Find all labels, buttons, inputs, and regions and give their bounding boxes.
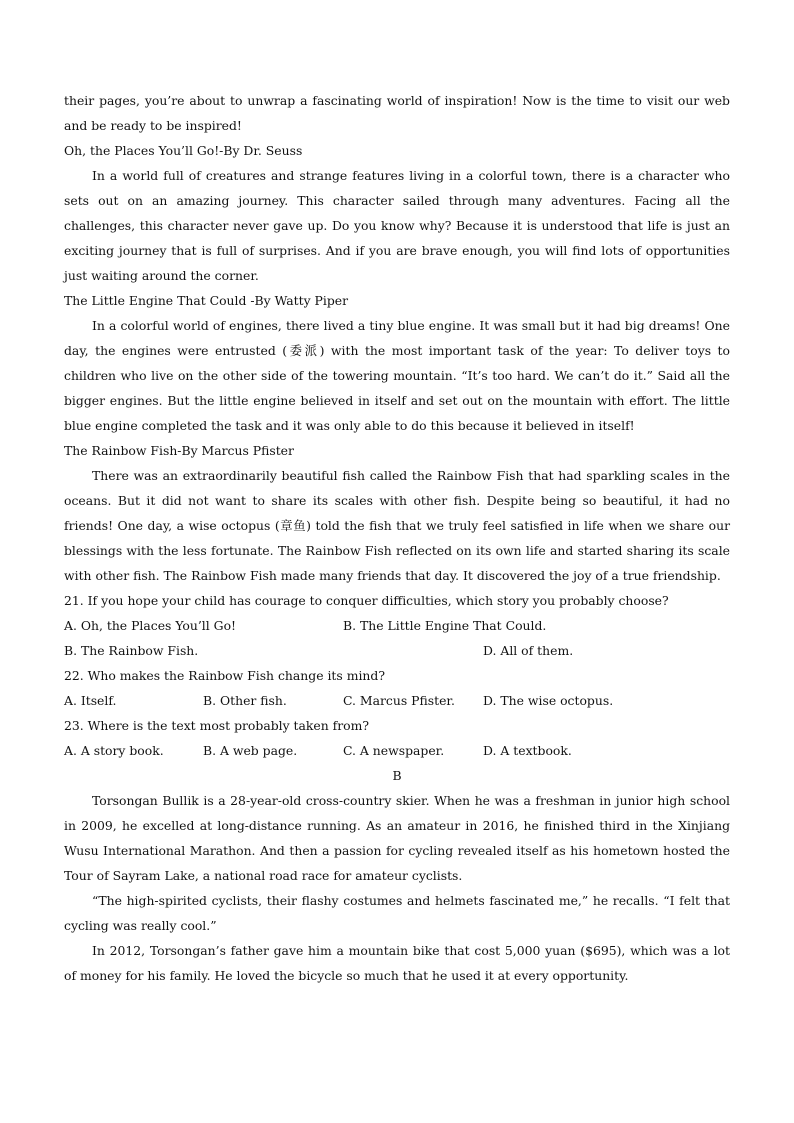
question-23-options [64,738,730,763]
book-title-3: The Rainbow Fish-By Marcus Pfister [64,443,294,458]
question-22-option-b: B. Other fish. [203,693,287,708]
question-22-stem: 22. Who makes the Rainbow Fish change its mind? [64,668,385,683]
question-23-stem: 23. Where is the text most probably taken from? [64,718,370,733]
book-summary-3: There was an extraordinarily beautiful fish called the Rainbow Fish that had sparkling scales in the oceans. But it did not want to share its scales with other fish. Despite being so beautiful, it had no friends! One day, a wise octopus (章鱼) told the fish that we truly feel satisfied in life when we share our blessings with the less fortunate. The Rainbow Fish reflected on its own life and started sharing its scale with other fish. The Rainbow Fish made many friends that day. It discovered the joy of a true friendship. [64,468,730,583]
question-21-options-row-1 [64,613,730,638]
question-21-options-row-2 [64,638,730,663]
question-23-option-b: B. A web page. [203,743,298,758]
question-23-option-c: C. A newspaper. [343,743,445,758]
book-summary-2: In a colorful world of engines, there lived a tiny blue engine. It was small but it had big dreams! One day, the engines were entrusted (委派) with the most important task of the year: To deliver toys to children who live on the other side of the towering mountain. “It’s too hard. We can’t do it.” Said all the bigger engines. But the little engine believed in itself and set out on the mountain with effort. The little blue engine completed the task and it was only able to do this because it believed in itself! [64,318,730,433]
question-22-options [64,688,730,713]
section-b-paragraph-2: “The high-spirited cyclists, their flashy costumes and helmets fascinated me,” he recalls. “I felt that cycling was really cool.” [64,893,730,933]
section-b-paragraph-1: Torsongan Bullik is a 28-year-old cross-country skier. When he was a freshman in junior high school in 2009, he excelled at long-distance running. As an amateur in 2016, he finished third in the Xinjiang Wusu International Marathon. And then a passion for cycling revealed itself as his hometown hosted the Tour of Sayram Lake, a national road race for amateur cyclists. [64,793,730,883]
book-title-2: The Little Engine That Could -By Watty Piper [64,293,349,308]
question-21-stem: 21. If you hope your child has courage to conquer difficulties, which story you probably choose? [64,593,669,608]
question-23-option-d: D. A textbook. [483,743,572,758]
intro-paragraph-tail: their pages, you’re about to unwrap a fascinating world of inspiration! Now is the time to visit our web and be ready to be inspired! [64,93,730,133]
section-b-paragraph-3: In 2012, Torsongan’s father gave him a mountain bike that cost 5,000 yuan ($695), which was a lot of money for his family. He loved the bicycle so much that he used it at every opportunity. [64,943,730,983]
question-23-option-a: A. A story book. [64,743,164,758]
book-title-1: Oh, the Places You’ll Go!-By Dr. Seuss [64,143,303,158]
section-b-heading: B [392,768,402,783]
question-21-option-b: B. The Little Engine That Could. [343,618,547,633]
book-summary-1: In a world full of creatures and strange features living in a colorful town, there is a character who sets out on an amazing journey. This character sailed through many adventures. Facing all the challenges, this character never gave up. Do you know why? Because it is understood that life is just an exciting journey that is full of surprises. And if you are brave enough, you will find lots of opportunities just waiting around the corner. [64,168,730,283]
document-page [64,88,730,988]
question-22-option-a: A. Itself. [64,693,117,708]
question-21-option-a: A. Oh, the Places You’ll Go! [64,618,237,633]
question-21-option-d: D. All of them. [483,643,574,658]
question-22-option-d: D. The wise octopus. [483,693,614,708]
question-22-option-c: C. Marcus Pfister. [343,693,455,708]
question-21-option-c: B. The Rainbow Fish. [64,643,199,658]
